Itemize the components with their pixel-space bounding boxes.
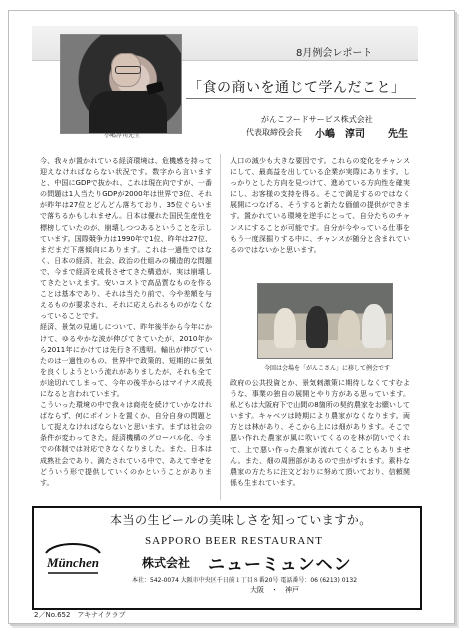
meeting-photo-caption: 今回は会場を「がんこさん」に移して例会です	[264, 365, 391, 372]
paragraph: 経済、景気の見通しについて、昨年後半から今年にかけて、ゆるやかな波が伸びてきていたが、2010年から2011年にかけては先行き不透明。輸出が伸びていたのは一過性のもの、世界中で政策的、短期的に景気を良くしようという流れがありましたが、それも全てが途切れてしまって、今年の後半からはマイナス成長になると言われています。	[40, 323, 212, 398]
ad-brand: SAPPORO BEER RESTAURANT	[145, 535, 323, 547]
column-divider	[220, 154, 221, 500]
speaker-name: 小嶋 淳司	[315, 129, 365, 140]
speaker-role: 代表取締役会長	[246, 128, 302, 137]
ad-store-name: ニューミュンヘン	[208, 555, 352, 575]
ad-branches: 大阪 ・ 神戸	[250, 586, 299, 594]
ad-address: 本社：542-0074 大阪市中央区千日前１丁目８番20号 電話番号：06 (6213) 0132	[132, 577, 358, 584]
speaker-photo-caption: 小嶋淳司先生	[104, 132, 141, 139]
logo-text: München	[46, 555, 100, 570]
page-footer: 2／No.652 アキナイクラブ	[34, 611, 126, 619]
ad-company-label: 株式会社	[142, 556, 191, 570]
munchen-logo	[40, 537, 106, 581]
article-title: 「食の商いを通じて学んだこと」	[188, 81, 406, 96]
section-label: 8月例会レポート	[296, 48, 373, 59]
article-column-left	[40, 156, 212, 489]
article-column-right-bottom	[230, 378, 410, 489]
speaker-honorific: 先生	[388, 129, 408, 140]
meeting-photo	[257, 283, 393, 359]
ad-headline: 本当の生ビールの美味しさを知っていますか。	[110, 513, 372, 527]
article-column-right-top	[230, 156, 410, 256]
title-underline	[186, 98, 416, 99]
speaker-photo	[60, 34, 182, 134]
paragraph: 今、我々が置かれている経済環境は、危機感を持って迎えなければならない状況です。数字から言いますと、中国にGDPで抜かれ、これは現在向ですが、一番の問題は1人当たりGDPが2000年は世界で3位、それが昨年は27位とどんどん落ちており、35位ぐらいまで落ちるかもしれません。日本は優れた国民生産性を標榜していたのが、崩壊しつつあるということを示しています。国際競争力は1990年で1位、昨年は27位、まだまだ下落傾向にあります。これは一過性ではなく、日本の経済、社会、政治の仕組みの構造的な問題で、今まで経済を成長させてきた構造が、実は崩壊してきたといえます。安いコストで高品質なものを作ることは基本であり、それは当たり前で、今や差額を与えるものが要求され、それに応えられるものがなくなっていることです。	[40, 157, 212, 321]
paragraph: 人口の減少も大きな要因です。これらの変化をチャンスにして、最高益を出している企業が実際にあります。しっかりとした方向を見つけて、進めている方向性を確実にし、お客様の支持を得る。そこで満足するのではなく展開につなげる、そうすると新たな価値の提供ができます。置かれている環境を逆手にとって、自分たちのチャンスにすることが可能です。自分が今やっている仕事をもう一度深掘りする中に、チャンスが随分と含まれているのではないかと思います。	[230, 157, 410, 254]
paragraph: こういった環境の中で我々は商売を続けていかなければならず、何にポイントを置くか、自分自身の問題として捉えなければならないと思います。まずは社会の条件が変わってきた。経済機構のグローバル化、今までの体制では対応できなくなりました。また、日本は成熟社会であり、満たされている中で、あえて幸せをどういう形で提供していくのかということがあります。	[40, 401, 212, 487]
speaker-company: がんこフードサービス株式会社	[261, 115, 373, 124]
paragraph: 政府の公共投資とか、景気刺激策に期待しなくてすむような、事業の独自の展開とやり方がある思っています。私どもは大阪府下で山間の8箇所の契約農家をお願いしています。キャベツは時期により農家がなくなります。両方とは林があり、そこから上には畑があります。そこで悪い作れた農家が風に吹いてくるのを林が防いでくれて、上で悪い作った農家が流れてくることもありません。また、畑の周囲部があるので虫がずれます。素朴な農家の方たちに注文どおりに努めて頂いており、信頼関係も生まれています。	[230, 379, 410, 487]
